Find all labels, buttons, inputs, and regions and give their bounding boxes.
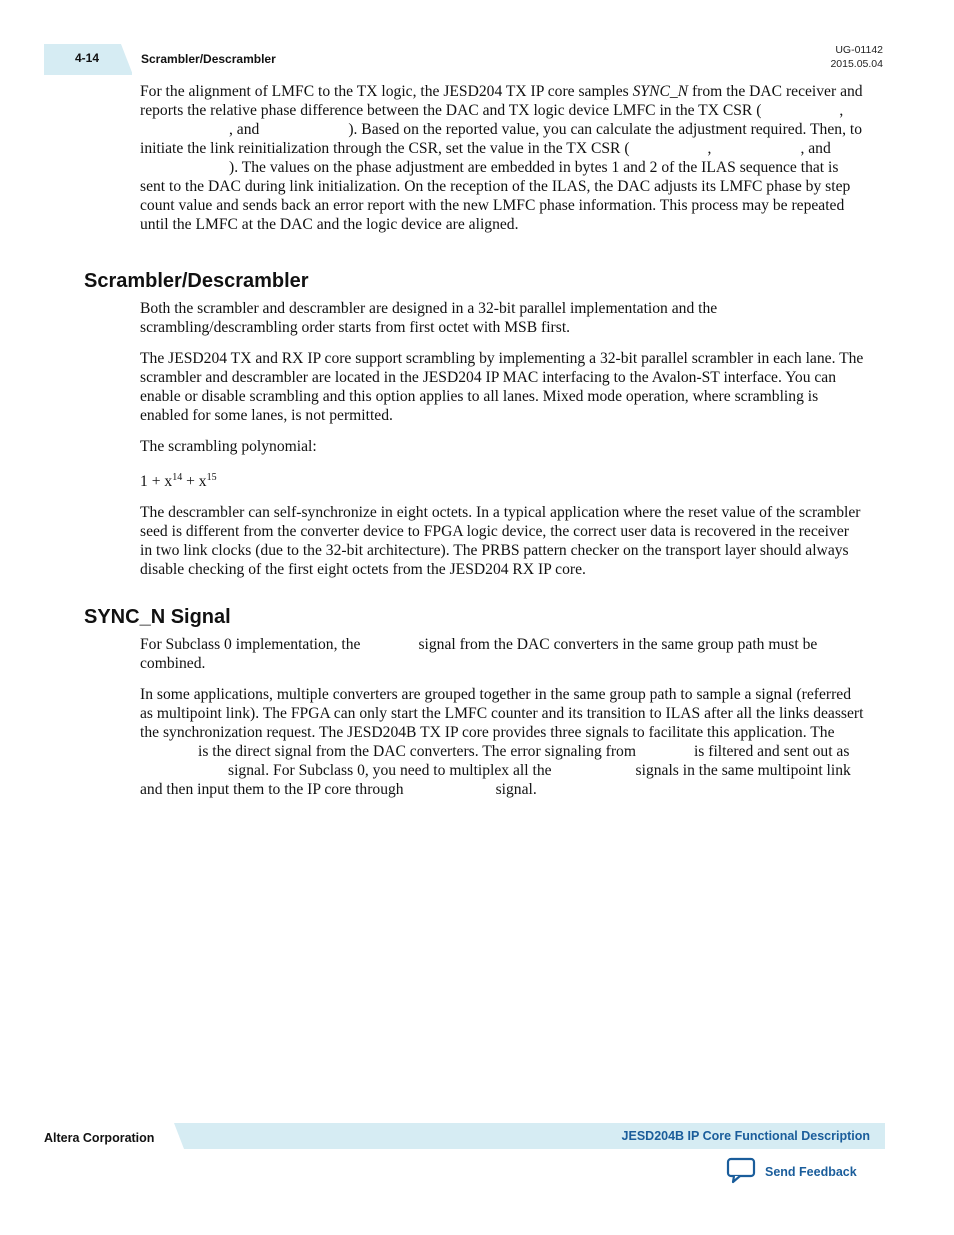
intro-text-8: ). The values on the phase adjustment are embedded in bytes 1 and 2 of the ILAS sequence that is sent to the DAC during link initialization. On the reception of the ILAS, the DAC adjusts its LMFC phase by step count value and sends back an error report with the new LMFC phase information. This process may be repeated until the LMFC at the DAC and the logic device are aligned. [140, 159, 851, 233]
sync-text-4: is the direct signal from the DAC converters. The error signaling from [198, 743, 636, 760]
intro-text-2: from the DAC receiver and reports the relative phase difference between the DAC and TX logic device LMFC in the TX CSR ( [140, 83, 863, 119]
intro-text-5: ). Based on the reported value, you can calculate the adjustment required. Then, to initiate the link reinitialization through the CSR, set the value in the TX CSR ( [140, 121, 863, 157]
intro-paragraph [140, 82, 864, 234]
poly-exponent-1: 14 [172, 472, 183, 483]
sync-text-8: signal. [495, 781, 537, 798]
section-heading-sync: SYNC_N Signal [84, 606, 231, 628]
sync-paragraph-1 [140, 635, 864, 673]
send-feedback-label[interactable]: Send Feedback [765, 1165, 857, 1179]
sync-section [140, 635, 864, 811]
doc-id: UG-01142 [835, 44, 883, 56]
sync-text-7: signals in the same multipoint link and then input them to the IP core through [140, 762, 851, 798]
scrambler-paragraph-2: The JESD204 TX and RX IP core support scrambling by implementing a 32-bit parallel scrambler in each lane. The scrambler and descrambler are located in the JESD204 IP MAC interfacing to the Avalon-ST interface. You can enable or disable scrambling and this option applies to all lanes. Mixed mode operation, where scrambling is enabled for some lanes, is not permitted. [140, 350, 864, 424]
company-name: Altera Corporation [44, 1131, 155, 1145]
intro-text-1: For the alignment of LMFC to the TX logic, the JESD204 TX IP core samples [140, 83, 633, 100]
intro-text-4: , and [229, 121, 260, 138]
page-content [140, 82, 864, 234]
scrambler-paragraph-3: The scrambling polynomial: [140, 438, 317, 455]
send-feedback-link[interactable] [726, 1157, 857, 1187]
sync-text-3: In some applications, multiple converters are grouped together in the same group path to sample a signal (referred as multipoint link). The FPGA can only start the LMFC counter and its transition to ILAS after all the links deassert the synchronization request. The JESD204B TX IP core provides three signals to facilitate this application. The [140, 686, 864, 741]
doc-date: 2015.05.04 [830, 58, 883, 70]
sync-text-6: signal. For Subclass 0, you need to multiplex all the [228, 762, 552, 779]
scrambling-polynomial [140, 468, 864, 491]
poly-term-2: + x [182, 473, 207, 491]
page-number: 4-14 [75, 51, 100, 65]
sync-paragraph-2 [140, 685, 864, 799]
section-heading-scrambler: Scrambler/Descrambler [84, 270, 309, 292]
intro-text-3: , [839, 102, 844, 119]
running-title: Scrambler/Descrambler [141, 52, 276, 66]
sync-text-1: For Subclass 0 implementation, the [140, 636, 361, 653]
chat-bubble-icon [726, 1156, 756, 1189]
scrambler-paragraph-1: Both the scrambler and descrambler are designed in a 32-bit parallel implementation and the scrambling/descrambling order starts from first octet with MSB first. [140, 300, 718, 336]
sync-text-2: signal from the DAC converters in the same group path must be combined. [140, 636, 818, 672]
sync-text-5: is filtered and sent out as [693, 743, 850, 760]
sync-n-italic: SYNC_N [632, 83, 689, 100]
intro-text-6: , [707, 140, 712, 157]
doc-id-block [830, 43, 883, 71]
poly-exponent-2: 15 [206, 472, 217, 483]
scrambler-section [140, 299, 864, 591]
scrambler-paragraph-4: The descrambler can self-synchronize in eight octets. In a typical application where the reset value of the scrambler seed is different from the converter device to FPGA logic device, the correct user data is recovered in the receiver in two link clocks (due to the 32-bit architecture). The PRBS pattern checker on the transport layer should always disable checking of the first eight octets from the JESD204 RX IP core. [140, 504, 861, 579]
footer-doc-title[interactable]: JESD204B IP Core Functional Description [621, 1129, 870, 1143]
poly-term-1: 1 + x [140, 473, 173, 491]
intro-text-7: , and [800, 140, 831, 157]
